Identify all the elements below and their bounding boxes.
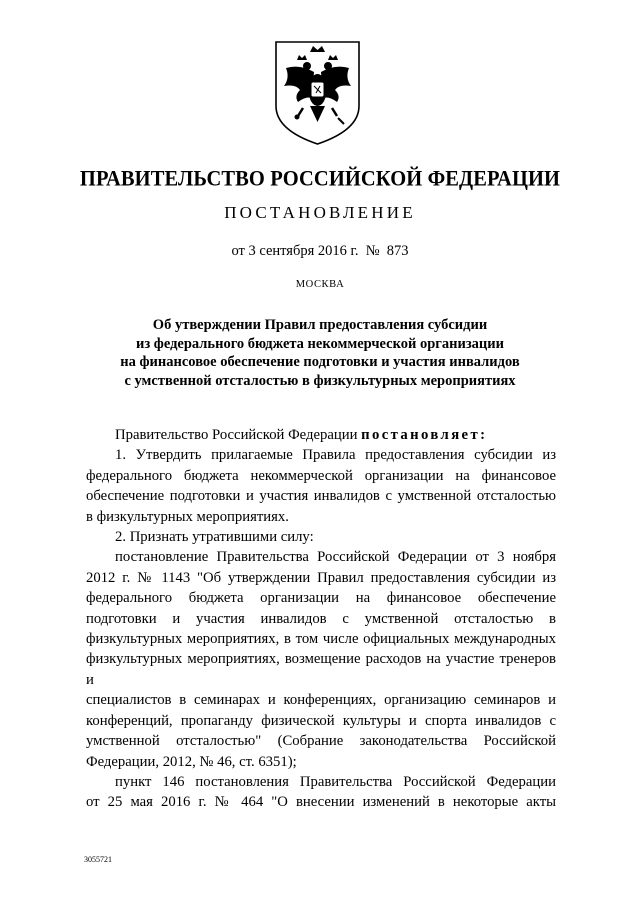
body-line: в физкультурных мероприятиях.: [86, 508, 289, 525]
body-line: обеспечение подготовки и участия инвалидов с умственной отсталостью: [86, 488, 556, 505]
coat-of-arms-emblem: [270, 38, 365, 148]
body-line: подготовки и участия инвалидов с умственной отсталостью в: [86, 610, 556, 627]
body-line: умственной отсталостью" (Собрание законодательства Российской: [86, 733, 556, 750]
government-title: ПРАВИТЕЛЬСТВО РОССИЙСКОЙ ФЕДЕРАЦИИ: [79, 167, 561, 191]
number-sign: №: [365, 243, 380, 259]
body-line: физкультурных мероприятиях, возмещение расходов на участие тренеров и: [86, 651, 556, 688]
subject-line: Об утверждении Правил предоставления субсидии: [152, 317, 488, 333]
subject-line: из федерального бюджета некоммерческой организации: [135, 335, 504, 352]
document-date: 3 сентября 2016 г.: [248, 243, 359, 259]
body-line: постановление Правительства Российской Федерации от 3 ноября: [115, 549, 556, 566]
body-line: Федерации, 2012, № 46, ст. 6351);: [86, 753, 297, 770]
body-line: физкультурных мероприятиях, в том числе официальных международных: [86, 631, 556, 648]
document-subject: [0, 316, 640, 390]
body-line: 2012 г. № 1143 "Об утверждении Правил предоставления субсидии из: [86, 569, 556, 586]
document-type: ПОСТАНОВЛЕНИЕ: [224, 203, 416, 222]
body-line: конференций, пропаганду физической культуры и спорта инвалидов с: [86, 712, 556, 729]
intro-text: Правительство Российской Федерации: [115, 427, 358, 443]
subject-line: с умственной отсталостью в физкультурных мероприятиях: [124, 372, 516, 389]
document-date-line: [0, 243, 640, 260]
body-line: от 25 мая 2016 г. № 464 "О внесении изменений в некоторые акты: [86, 794, 556, 811]
city: МОСКВА: [295, 279, 345, 290]
body-intro: [86, 425, 556, 445]
body-line: специалистов в семинарах и конференциях, организацию семинаров и: [86, 692, 556, 709]
decree-word: постановляет:: [361, 427, 488, 443]
body-line: 1. Утвердить прилагаемые Правила предоставления субсидии из: [115, 447, 556, 464]
body-line: пункт 146 постановления Правительства Российской Федерации: [115, 773, 556, 790]
body-line: федерального бюджета некоммерческой организации на финансовое: [86, 467, 556, 484]
document-number: 873: [386, 243, 409, 259]
document-code: 3055721: [84, 855, 112, 864]
document-body: [86, 425, 556, 813]
date-prefix: от: [231, 243, 245, 259]
body-line: федерального бюджета организации на финансовое обеспечение: [86, 590, 556, 607]
body-line: 2. Признать утратившими силу:: [115, 529, 314, 546]
subject-line: на финансовое обеспечение подготовки и участия инвалидов: [120, 354, 520, 370]
